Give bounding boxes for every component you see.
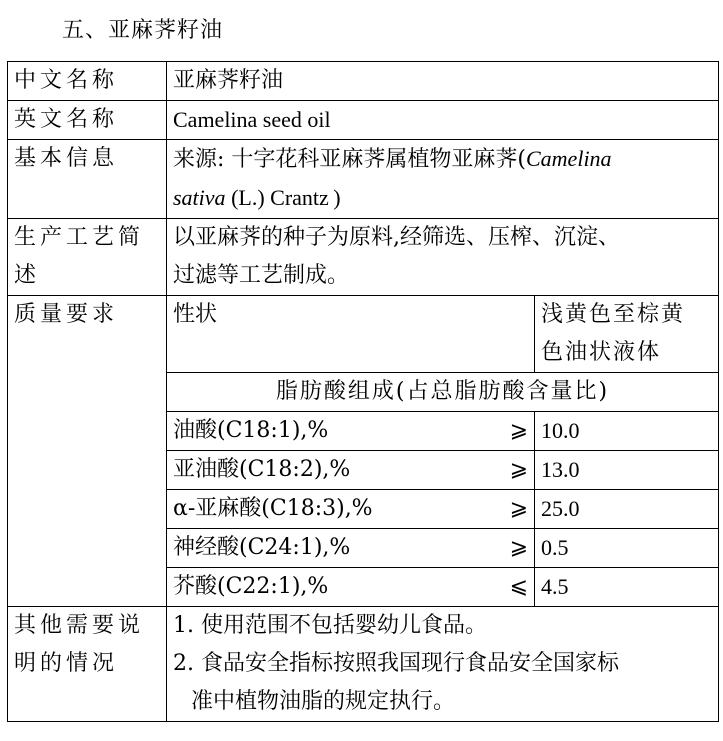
- chinese-name-label: 中文名称: [8, 62, 167, 101]
- item-operator: ⩾: [487, 490, 535, 529]
- row-other: [8, 607, 719, 722]
- row-appearance: [8, 296, 719, 373]
- fatty-acid-header: 脂肪酸组成(占总脂肪酸含量比): [167, 373, 719, 412]
- basic-info-value: [167, 140, 719, 219]
- note-1: 1. 使用范围不包括婴幼儿食品。: [173, 613, 487, 638]
- row-english-name: [8, 101, 719, 140]
- item-name: 油酸(C18:1),%: [167, 412, 487, 451]
- process-value: 以亚麻荠的种子为原料,经筛选、压榨、沉淀、 过滤等工艺制成。: [167, 219, 719, 296]
- other-label: 其他需要说 明的情况: [8, 607, 167, 722]
- appearance-label: 性状: [167, 296, 535, 373]
- other-value: [167, 607, 719, 722]
- english-name-label: 英文名称: [8, 101, 167, 140]
- basic-info-prefix: 来源: 十字花科亚麻荠属植物亚麻荠(: [173, 147, 526, 172]
- appearance-value: 浅黄色至棕黄 色油状液体: [535, 296, 719, 373]
- section-title: 五、亚麻荠籽油: [62, 18, 224, 43]
- latin-species: sativa: [173, 185, 226, 210]
- item-operator: ⩾: [487, 529, 535, 568]
- row-basic-info: [8, 140, 719, 219]
- latin-authority: (L.) Crantz ): [225, 185, 341, 210]
- item-value: 25.0: [535, 490, 719, 529]
- chinese-name-value: 亚麻荠籽油: [167, 62, 719, 101]
- latin-genus: Camelina: [526, 146, 612, 171]
- basic-info-label: 基本信息: [8, 140, 167, 219]
- item-value: 10.0: [535, 412, 719, 451]
- item-value: 4.5: [535, 568, 719, 607]
- process-label: 生产工艺简 述: [8, 219, 167, 296]
- item-name: 神经酸(C24:1),%: [167, 529, 487, 568]
- row-chinese-name: [8, 62, 719, 101]
- spec-table: [7, 61, 719, 722]
- item-name: α-亚麻酸(C18:3),%: [167, 490, 487, 529]
- item-name: 亚油酸(C18:2),%: [167, 451, 487, 490]
- item-value: 13.0: [535, 451, 719, 490]
- item-operator: ⩾: [487, 451, 535, 490]
- quality-label: 质量要求: [8, 296, 167, 607]
- english-name-value: Camelina seed oil: [167, 101, 719, 140]
- note-2: 2. 食品安全指标按照我国现行食品安全国家标 准中植物油脂的规定执行。: [173, 651, 619, 714]
- item-operator: ⩾: [487, 412, 535, 451]
- row-process: [8, 219, 719, 296]
- item-value: 0.5: [535, 529, 719, 568]
- item-name: 芥酸(C22:1),%: [167, 568, 487, 607]
- item-operator: ⩽: [487, 568, 535, 607]
